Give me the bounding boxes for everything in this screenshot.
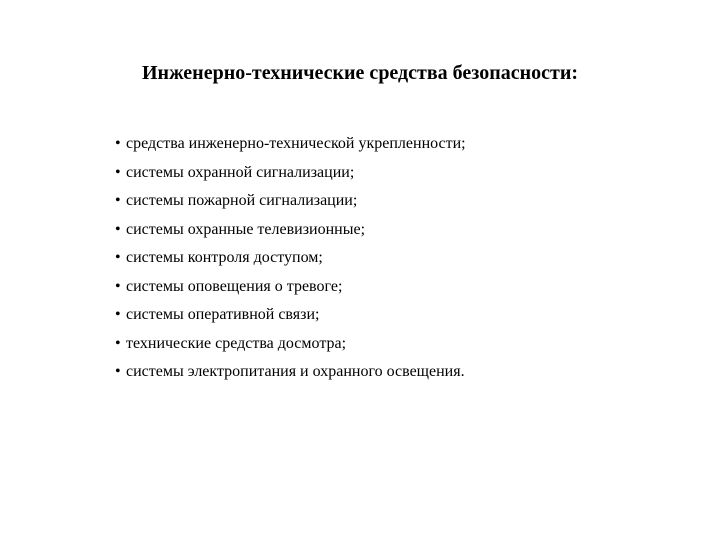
list-item-text: системы контроля доступом; <box>126 249 323 266</box>
list-item <box>115 216 466 245</box>
bullet-icon: • <box>115 306 121 323</box>
bullet-icon: • <box>115 163 121 181</box>
list-item <box>115 358 466 387</box>
list-item <box>115 130 466 159</box>
bullet-list <box>115 130 466 387</box>
bullet-icon: • <box>115 192 121 209</box>
list-item-text: системы охранной сигнализации; <box>126 163 355 181</box>
bullet-icon: • <box>115 135 121 152</box>
list-item-text: системы электропитания и охранного освещения. <box>126 363 465 380</box>
list-item <box>115 244 466 273</box>
list-item <box>115 301 466 330</box>
bullet-icon: • <box>115 277 121 295</box>
list-item-text: системы оперативной связи; <box>126 306 320 323</box>
list-item <box>115 159 466 188</box>
bullet-icon: • <box>115 334 121 352</box>
bullet-icon: • <box>115 220 121 238</box>
list-item-text: технические средства досмотра; <box>126 334 347 352</box>
list-item-text: системы пожарной сигнализации; <box>126 192 358 209</box>
bullet-icon: • <box>115 249 121 266</box>
list-item <box>115 273 466 302</box>
list-item <box>115 187 466 216</box>
list-item-text: системы оповещения о тревоге; <box>126 277 343 295</box>
list-item-text: средства инженерно-технической укрепленности; <box>126 135 466 152</box>
list-item <box>115 330 466 359</box>
slide-title: Инженерно-технические средства безопасности: <box>141 62 579 84</box>
list-item-text: системы охранные телевизионные; <box>126 220 366 238</box>
bullet-icon: • <box>115 363 121 380</box>
